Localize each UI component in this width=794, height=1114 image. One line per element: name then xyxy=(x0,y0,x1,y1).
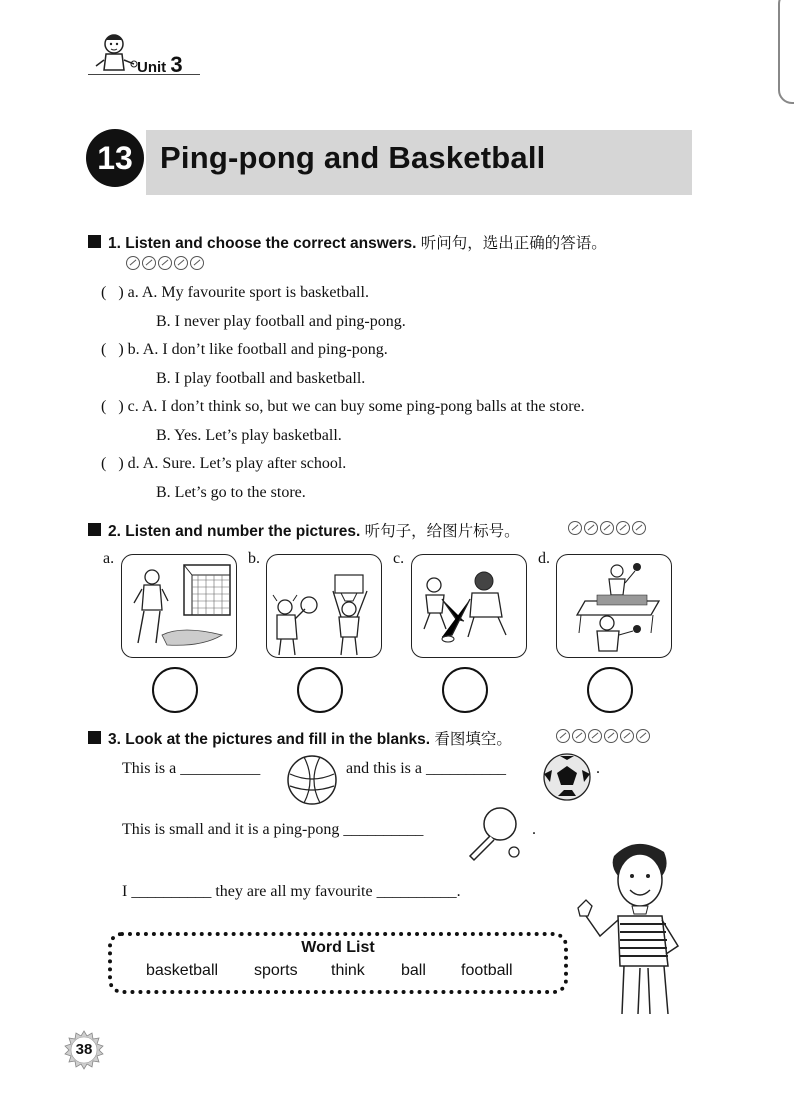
section1-heading-en: 1. Listen and choose the correct answers. xyxy=(108,235,417,252)
ball-icon xyxy=(572,729,586,743)
section-marker xyxy=(88,235,101,248)
difficulty-balls xyxy=(556,729,652,745)
unit-word: Unit xyxy=(137,59,167,76)
ball-icon xyxy=(158,256,172,270)
picture-label-a: a. xyxy=(103,550,115,567)
answer-circle-a[interactable] xyxy=(152,667,198,713)
difficulty-balls xyxy=(568,521,648,537)
unit-number: 3 xyxy=(170,52,183,77)
question-c-option-b: B. Yes. Let’s play basketball. xyxy=(156,427,342,444)
unit-label xyxy=(137,52,183,78)
basketball-players-drawing xyxy=(267,555,381,657)
lesson-number: 13 xyxy=(86,129,144,187)
section1-heading xyxy=(108,231,607,253)
ball-icon xyxy=(174,256,188,270)
question-d-option-a: ( ) d. A. Sure. Let’s play after school. xyxy=(101,455,347,472)
question-a-option-a: ( ) a. A. My favourite sport is basketball. xyxy=(101,284,369,301)
answer-circle-c[interactable] xyxy=(442,667,488,713)
ball-icon xyxy=(568,521,582,535)
fill-line-3: I __________ they are all my favourite __________. xyxy=(122,883,461,900)
word-list-item: think xyxy=(331,962,365,979)
picture-football xyxy=(121,554,237,658)
picture-ping-pong xyxy=(556,554,672,658)
section3-heading-cn: 看图填空。 xyxy=(434,731,512,748)
difficulty-balls xyxy=(126,256,206,272)
picture-label-d: d. xyxy=(538,550,550,567)
picture-label-b: b. xyxy=(248,550,260,567)
section2-heading-en: 2. Listen and number the pictures. xyxy=(108,523,361,540)
ball-icon xyxy=(616,521,630,535)
picture-label-c: c. xyxy=(393,550,405,567)
answer-circle-d[interactable] xyxy=(587,667,633,713)
answer-circle-b[interactable] xyxy=(297,667,343,713)
section3-heading-en: 3. Look at the pictures and fill in the blanks. xyxy=(108,731,431,748)
ball-icon xyxy=(632,521,646,535)
question-c-option-a: ( ) c. A. I don’t think so, but we can buy some ping-pong balls at the store. xyxy=(101,398,585,415)
section1-heading-cn: 听问句，选出正确的答语。 xyxy=(420,235,607,252)
hockey-players-drawing xyxy=(412,555,526,657)
question-b-option-a: ( ) b. A. I don’t like football and ping-pong. xyxy=(101,341,388,358)
football-player-drawing xyxy=(122,555,236,657)
section3-heading xyxy=(108,727,512,749)
section2-heading-cn: 听句子，给图片标号。 xyxy=(364,523,520,540)
picture-basketball xyxy=(266,554,382,658)
ball-icon xyxy=(636,729,650,743)
section-marker xyxy=(88,731,101,744)
fill-line-2-end: . xyxy=(532,821,536,838)
ball-icon xyxy=(190,256,204,270)
question-b-option-b: B. I play football and basketball. xyxy=(156,370,366,387)
word-list-item: basketball xyxy=(146,962,219,979)
word-list-item: ball xyxy=(401,962,426,979)
ball-icon xyxy=(126,256,140,270)
section2-heading xyxy=(108,519,520,541)
fill-line-1-part2: and this is a __________ xyxy=(346,760,506,777)
ball-icon xyxy=(584,521,598,535)
ping-pong-players-drawing xyxy=(557,555,671,657)
fill-line-2: This is small and it is a ping-pong __________ xyxy=(122,821,424,838)
word-list-title: Word List xyxy=(301,939,375,956)
page-edge-tab xyxy=(778,0,794,104)
basketball-icon xyxy=(286,754,338,806)
ball-icon xyxy=(600,521,614,535)
question-d-option-b: B. Let’s go to the store. xyxy=(156,484,306,501)
word-list-item: sports xyxy=(254,962,298,979)
fill-line-1-end: . xyxy=(596,760,600,777)
word-list-box xyxy=(108,932,568,994)
page-number: 38 xyxy=(75,1041,93,1058)
word-list-item: football xyxy=(461,962,513,979)
ball-icon xyxy=(620,729,634,743)
ball-icon xyxy=(588,729,602,743)
ball-icon xyxy=(142,256,156,270)
ball-icon xyxy=(604,729,618,743)
lesson-title: Ping-pong and Basketball xyxy=(160,140,546,175)
soccer-ball-icon xyxy=(542,752,592,802)
picture-hockey xyxy=(411,554,527,658)
fill-line-1-part1: This is a __________ xyxy=(122,760,261,777)
waving-boy-illustration xyxy=(574,836,694,1016)
question-a-option-b: B. I never play football and ping-pong. xyxy=(156,313,406,330)
ping-pong-paddle-icon xyxy=(464,804,524,864)
section-marker xyxy=(88,523,101,536)
boy-mascot-icon xyxy=(92,30,140,76)
ball-icon xyxy=(556,729,570,743)
